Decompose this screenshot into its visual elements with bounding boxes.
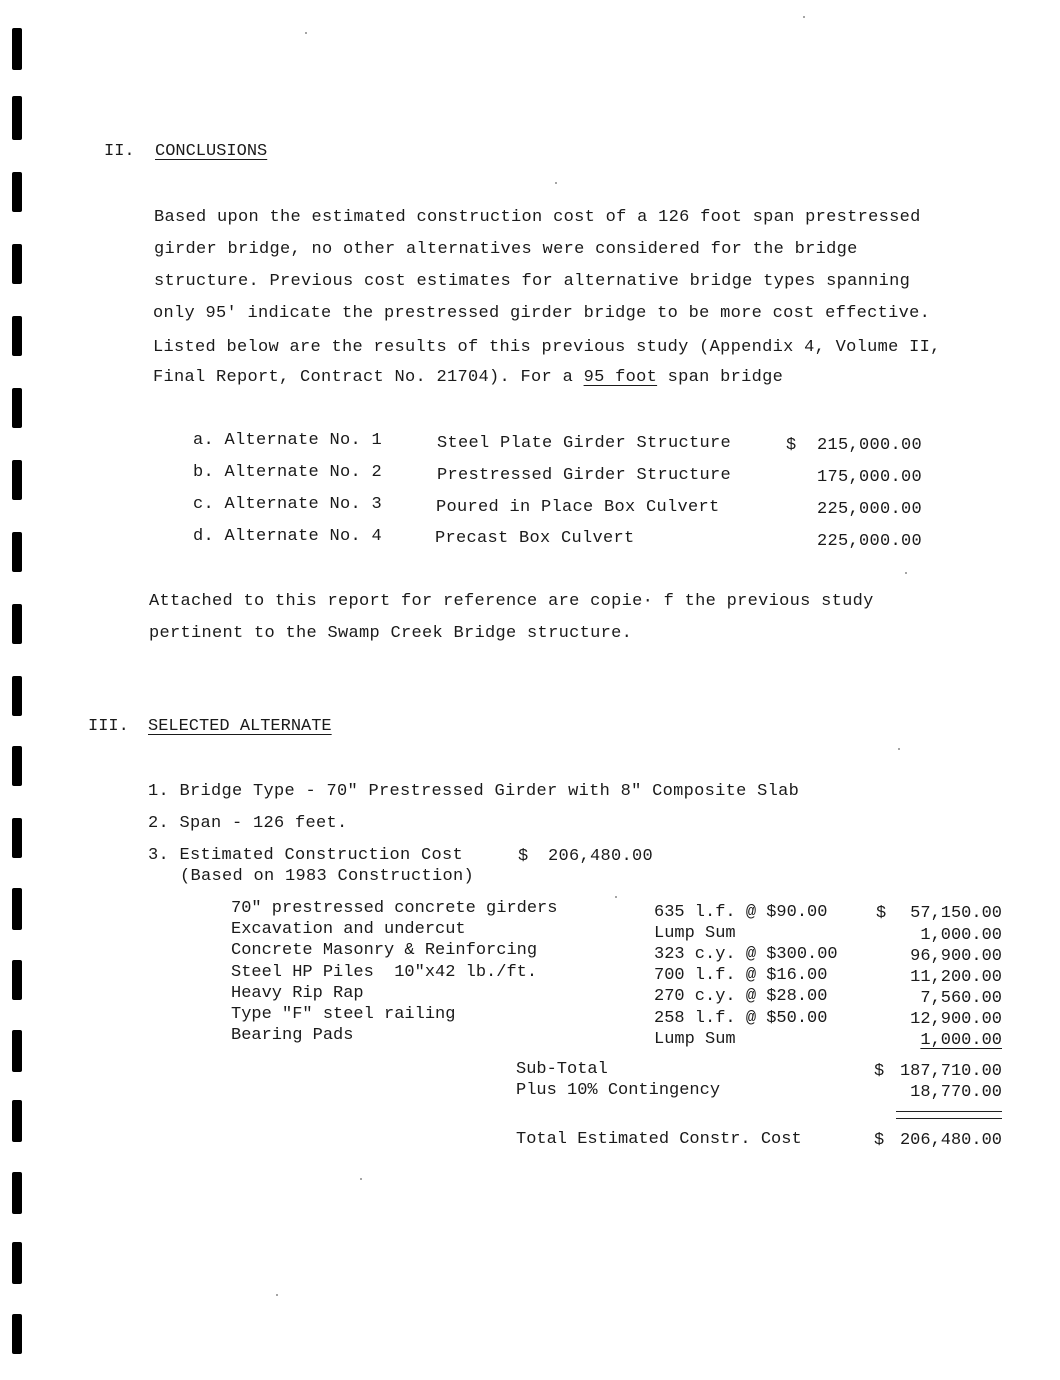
line-text: Final Report, Contract No. 21704). For a — [153, 368, 584, 387]
binder-hole — [12, 888, 22, 930]
cost-item-description: 70" prestressed concrete girders — [231, 899, 558, 918]
paragraph-line: girder bridge, no other alternatives were considered for the bridge — [154, 240, 858, 259]
section-title: SELECTED ALTERNATE — [148, 717, 332, 736]
paragraph-line: Based upon the estimated construction cost of a 126 foot span prestressed — [154, 208, 921, 227]
binder-hole — [12, 244, 22, 284]
cost-item-quantity: 323 c.y. @ $300.00 — [654, 945, 838, 964]
cost-item-currency: $ — [876, 904, 887, 923]
alternate-description: Steel Plate Girder Structure — [437, 434, 732, 453]
binder-hole — [12, 1030, 22, 1072]
alternate-label: d. Alternate No. 4 — [193, 527, 383, 546]
binder-hole — [12, 604, 22, 644]
alternate-description: Poured in Place Box Culvert — [436, 498, 720, 517]
cost-item-amount: 1,000.00 — [920, 926, 1002, 945]
cost-item-amount: 1,000.00 — [920, 1031, 1002, 1050]
cost-item-description: Bearing Pads — [231, 1026, 354, 1045]
cost-item-amount: 57,150.00 — [910, 904, 1002, 923]
cost-item-description: Steel HP Piles 10"x42 lb./ft. — [231, 963, 538, 982]
cost-item-amount: 7,560.00 — [920, 989, 1002, 1008]
binder-hole — [12, 818, 22, 858]
paragraph-line: Listed below are the results of this previous study (Appendix 4, Volume II, — [153, 338, 941, 357]
binder-hole — [12, 460, 22, 500]
paragraph-line — [153, 368, 783, 387]
scan-speck — [276, 1294, 278, 1296]
section-title: CONCLUSIONS — [155, 142, 268, 161]
cost-item-description: Excavation and undercut — [231, 920, 466, 939]
paragraph-line: pertinent to the Swamp Creek Bridge structure. — [149, 624, 633, 643]
list-item: 2. Span - 126 feet. — [148, 814, 348, 833]
scan-speck — [905, 572, 907, 574]
alternate-amount: 175,000.00 — [816, 468, 922, 487]
subtotal-amount: 187,710.00 — [899, 1062, 1002, 1081]
scan-speck — [615, 896, 617, 898]
binder-hole — [12, 388, 22, 428]
section-number: II. — [104, 142, 135, 161]
binder-hole — [12, 676, 22, 716]
binder-hole — [12, 1100, 22, 1142]
subtotal-currency: $ — [874, 1062, 885, 1081]
section-number: III. — [88, 717, 129, 736]
scan-speck — [555, 182, 557, 184]
binder-hole — [12, 1172, 22, 1214]
contingency-label: Plus 10% Contingency — [516, 1081, 721, 1100]
double-rule — [896, 1111, 1002, 1119]
alternate-description: Prestressed Girder Structure — [437, 466, 732, 485]
binder-hole — [12, 1242, 22, 1284]
alternate-description: Precast Box Culvert — [435, 529, 635, 548]
list-item: 1. Bridge Type - 70" Prestressed Girder with 8" Composite Slab — [148, 782, 800, 801]
alternate-amount: 225,000.00 — [816, 500, 922, 519]
subtotal-label: Sub-Total — [516, 1060, 608, 1079]
binder-hole — [12, 960, 22, 1000]
total-label: Total Estimated Constr. Cost — [516, 1130, 802, 1149]
binder-hole — [12, 746, 22, 786]
cost-item-quantity: Lump Sum — [654, 1030, 736, 1049]
estimated-cost: 206,480.00 — [548, 847, 654, 866]
alternate-label: c. Alternate No. 3 — [193, 495, 383, 514]
cost-item-quantity: Lump Sum — [654, 924, 736, 943]
cost-item-quantity: 700 l.f. @ $16.00 — [654, 966, 828, 985]
cost-item-quantity: 635 l.f. @ $90.00 — [654, 903, 828, 922]
binder-hole — [12, 96, 22, 140]
alternate-label: a. Alternate No. 1 — [193, 431, 383, 450]
cost-item-quantity: 270 c.y. @ $28.00 — [654, 987, 828, 1006]
contingency-amount: 18,770.00 — [910, 1083, 1002, 1102]
alternate-currency: $ — [786, 436, 797, 455]
alternate-amount: 215,000.00 — [816, 436, 922, 455]
binder-hole — [12, 316, 22, 356]
binder-hole — [12, 532, 22, 572]
list-item: 3. Estimated Construction Cost — [148, 846, 464, 865]
cost-item-amount: 12,900.00 — [910, 1010, 1002, 1029]
cost-item-description: Heavy Rip Rap — [231, 984, 364, 1003]
scan-speck — [360, 1178, 362, 1180]
binder-hole — [12, 172, 22, 212]
total-currency: $ — [874, 1131, 885, 1150]
paragraph-line: only 95' indicate the prestressed girder bridge to be more cost effective. — [153, 304, 931, 323]
alternate-label: b. Alternate No. 2 — [193, 463, 383, 482]
underlined-span: 95 foot — [583, 368, 658, 387]
binder-hole — [12, 28, 22, 70]
cost-item-description: Type "F" steel railing — [231, 1005, 456, 1024]
paragraph-line: Attached to this report for reference are copie· f the previous study — [149, 592, 874, 611]
scan-speck — [305, 32, 307, 34]
cost-item-amount: 11,200.00 — [910, 968, 1002, 987]
line-text: span bridge — [657, 368, 784, 387]
cost-item-quantity: 258 l.f. @ $50.00 — [654, 1009, 828, 1028]
scan-speck — [898, 748, 900, 750]
basis-note: (Based on 1983 Construction) — [180, 867, 475, 886]
cost-item-description: Concrete Masonry & Reinforcing — [231, 941, 538, 960]
binder-hole — [12, 1314, 22, 1354]
cost-item-amount: 96,900.00 — [910, 947, 1002, 966]
paragraph-line: structure. Previous cost estimates for alternative bridge types spanning — [154, 272, 911, 291]
total-amount: 206,480.00 — [899, 1131, 1002, 1150]
alternate-amount: 225,000.00 — [816, 532, 922, 551]
scan-speck — [803, 16, 805, 18]
estimated-cost-currency: $ — [518, 847, 529, 866]
